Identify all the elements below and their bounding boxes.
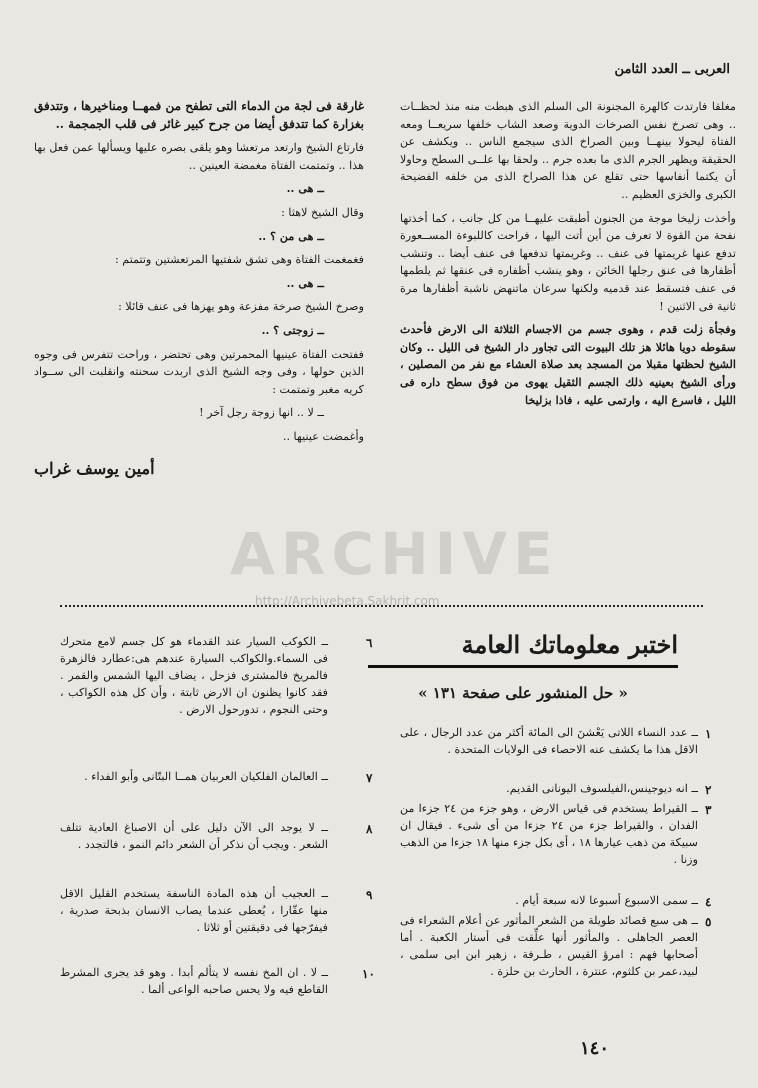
story-paragraph: وأغمضت عينيها ..: [282, 429, 364, 443]
story-paragraph: فارتاع الشيخ وارتعد مرتعشا وهو يلقى بصره عليها ويسألها عمن فعل بها هذا .. وتمتمت الفتاة مغمضة العينين ..: [34, 141, 364, 172]
page-number: ١٤٠: [580, 1038, 610, 1059]
story-paragraph: وفجأة زلت قدم ، وهوى جسم من الاجسام الثلاثة الى الارض فأحدث سقوطه دويا هائلا هز تلك البيوت التى تجاور دار الشيخ فى الليل .. وكان الشيخ لحظتها مقبلا من المسجد بعد صلاة العشاء مع نفر من المصلين ، ورأى الشيخ بعينيه ذلك الجسم الثقيل يهوى من فوق سطح داره فى الليل ، فاسرع اليه ، وارتمى عليه ، فاذا بزليخا: [400, 322, 736, 407]
story-paragraph: ففتحت الفتاة عينيها المحمرتين وهى تحتضر ، وراحت تتفرس فى وجوه الذين حولها ، وفى وجه الشيخ الذى اربدت سحنته وانقلبت الى ســواد كريه مغبر وتمتمت :: [34, 347, 364, 396]
quiz-title: اختبر معلوماتك العامة: [368, 630, 678, 668]
story-column-left: [34, 98, 364, 477]
answer-text: ــ لا يوجد الى الآن دليل على أن الاصباغ العادية تتلف الشعر . ويجب أن نذكر أن الشعر دائم النمو ، فالتجدد .: [60, 821, 328, 851]
story-column-right: [400, 98, 736, 415]
answer-text: ــ هى سبع قصائد طويلة من الشعر المأثور عن أعلام الشعراء فى العصر الجاهلى . والمأثور أنها علِّقت فى أستار الكعبة . أما أصحابها فهم : امرؤ القيس ، طـرفة ، زهير ابن ابى سلمى ، لبيد،عمر بن كلثوم، عنترة ، الحارث بن حلزة .: [400, 914, 698, 978]
answer-text: ــ القيراط يستخدم فى قياس الارض ، وهو جزء من ٢٤ جزءا من الفدان ، والقيراط جزء من ٢٤ جزءا من أى شىء . فيقال ان سبيكة من ذهب عيارها ١٨ ، أى بكل جزء منها ١٨ جزءا من الذهب وزنا .: [400, 802, 698, 866]
dialogue-line: ــ هى من ؟ ..: [258, 228, 324, 243]
answer-text: ــ الكوكب السيار عند القدماء هو كل جسم لامع متحرك فى السماء.والكواكب السيارة عندهم هى:عطارد فالزهرة فالمريخ فالمشترى فزحل ، يضاف اليها الشمس والقمر . فقد كانوا يظنون ان الارض ثابتة ، وأن كل هذه الكواكب ، وحتى النجوم ، تدورحول الارض .: [60, 635, 328, 716]
answer-number: ١: [705, 727, 712, 741]
dialogue-line: ــ هى ..: [286, 181, 324, 196]
answer-text: ــ سمى الاسبوع أسبوعا لانه سبعة أيام .: [515, 894, 698, 907]
answer-number: ٤: [705, 895, 712, 909]
answer-text: ــ عدد النساء اللاتى يَعْشنَ الى المائة أكثر من عدد الرجال ، على الاقل هذا ما يكشف عنه الاحصاء فى الولايات المتحدة .: [400, 726, 698, 756]
answer-text: ــ العجيب أن هذه المادة الناسفة يستخدم القليل الاقل منها عقّارا ، يُعطى عندما يصاب الانسان بذبحة صدرية ، فيفرّجها فى دقيقتين أو ثلاثا .: [60, 887, 328, 934]
answer-text: ــ لا . ان المخ نفسه لا يتألم أبدا . وهو قد يجرى المشرط القاطع فيه ولا يحس صاحبه الواعى ألما .: [60, 966, 328, 996]
story-paragraph: فغمغمت الفتاة وهى تشق شفتيها المرتعشتين وتتمتم :: [114, 253, 364, 267]
dialogue-line: ــ زوجتى ؟ ..: [261, 322, 324, 337]
answer-number: ٢: [705, 783, 712, 797]
story-lead: غارقة فى لجة من الدماء التى تطفح من فمهــا ومناخيرها ، وتتدفق بغزارة كما تتدفق أيضا من جرح كبير غائر فى قلب الجمجمة ..: [34, 99, 364, 131]
answer-text: ــ انه ديوجينس،الفيلسوف اليونانى القديم.: [506, 782, 698, 795]
story-paragraph: وصرخ الشيخ صرخة مفزعة وهو يهزها فى عنف قائلا :: [118, 300, 364, 314]
story-paragraph: مغلقا فارتدت كالهرة المجنونة الى السلم الذى هبطت منه منذ لحظــات .. وهى تصرخ نفس الصرخات الدوية وصعد الشاب خلفها سريعــا ومعه الفتاة ليحولا بينهــا وبين الصراخ الذى سيجمع الناس .. ويكشف عن الحقيقة ويظهر الجرم الذى ما بعده جرم .. ولحقا بها علــى السطح وحاولا أن يكتما أنفاسها حتى تقلع عن هذا الصراخ الذى من خلفه الفضيحة الكبرى والخزى العظيم ..: [400, 100, 736, 201]
story-paragraph: وقال الشيخ لاهثا :: [281, 205, 364, 219]
story-paragraph: وأخذت زليخا موجة من الجنون أطبقت عليهــا من كل جانب ، كما أخذتها نفحة من القوة لا تعرف من أين أتت اليها ، فراحت كاللبوءة المســعورة تدفع عنها غريمتها فى عنف .. وغريمتها تدفعها فى عنف أيضا .. وتنشب أظفارها فى عنق رجلها الخائن ، وهو ينشب أظفاره فى عنقها ثم يلطمها فى عنف فتسقط عند قدميه ولكنها سرعان ماتنهض ناشبة أظفارها مرة ثانية فى الاثنين !: [400, 211, 736, 313]
answer-number: ٨: [366, 822, 373, 836]
author-name: أمين يوسف غراب: [34, 458, 155, 478]
answer-number: ١٠: [362, 967, 375, 981]
answer-number: ٦: [366, 636, 373, 650]
archive-watermark-url: http://Archivebeta.Sakhrit.com: [255, 594, 440, 608]
answer-number: ٥: [705, 915, 712, 929]
answer-text: ــ العالمان الفلكيان العربيان همــا البتّانى وأبو الفداء .: [84, 770, 328, 783]
dialogue-line: ــ هى ..: [286, 275, 324, 290]
answer-number: ٧: [366, 771, 373, 785]
running-header: العربى ــ العدد الثامن: [614, 62, 730, 77]
answer-number: ٣: [705, 803, 712, 817]
dialogue-line: ــ لا .. انها زوجة رجل آخر !: [199, 406, 324, 420]
quiz-subtitle: « حل المنشور على صفحة ١٣١ »: [418, 684, 628, 702]
section-divider: [60, 605, 703, 607]
answer-number: ٩: [366, 888, 373, 902]
archive-watermark: ARCHIVE: [230, 520, 559, 588]
